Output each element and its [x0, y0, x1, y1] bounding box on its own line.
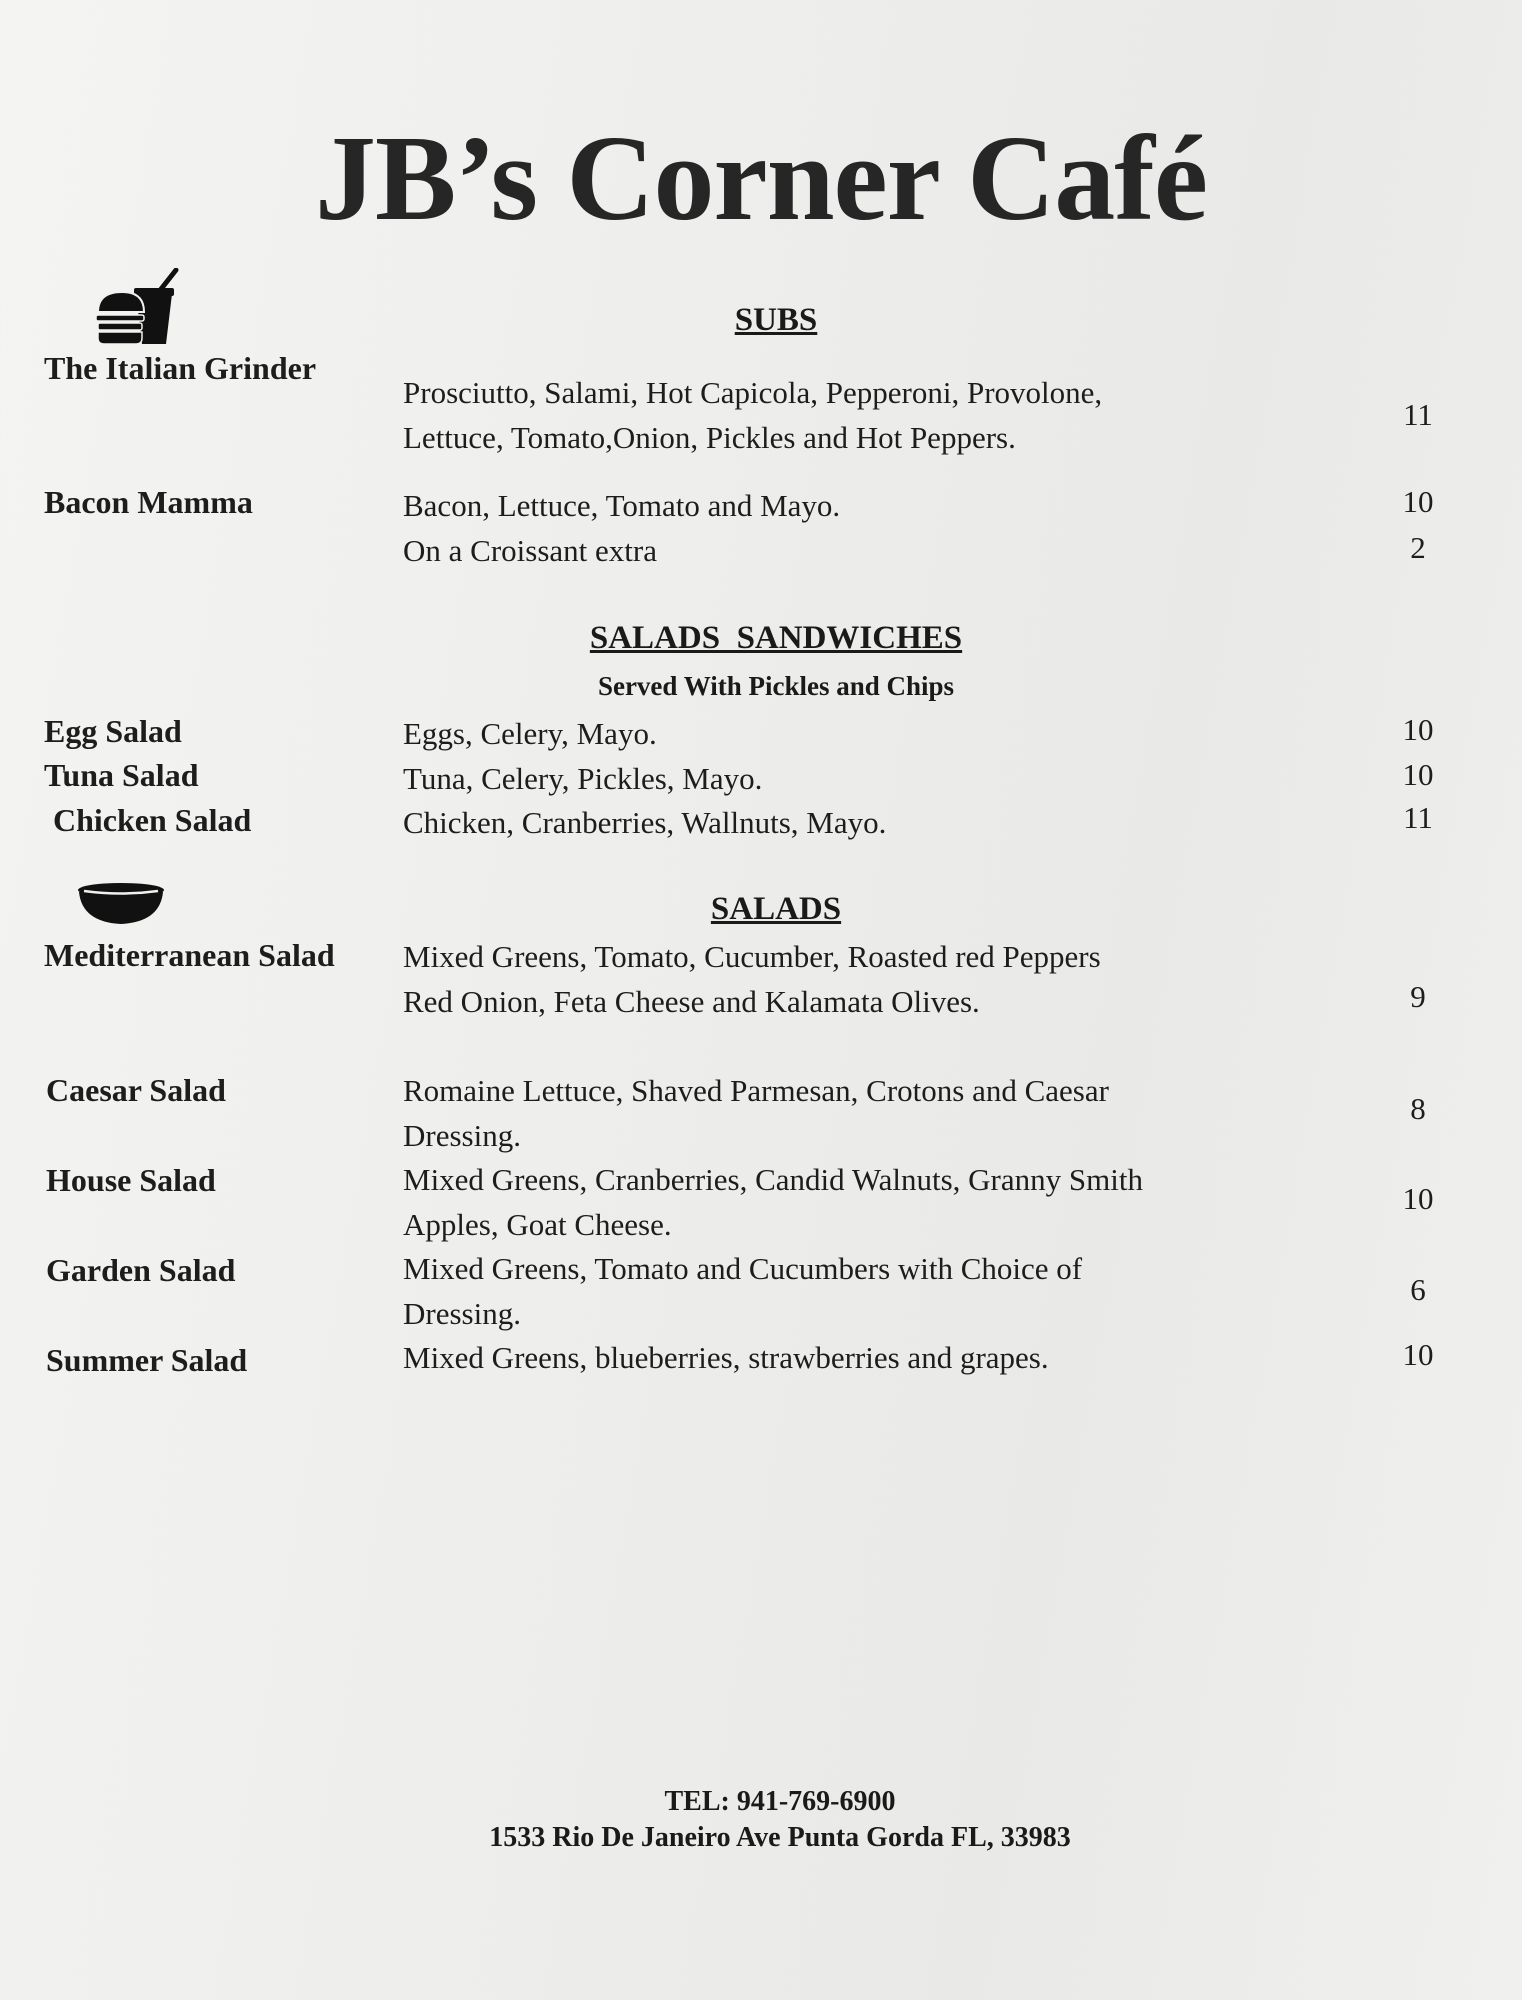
item-description: [403, 370, 1303, 460]
desc-line: On a Croissant extra: [403, 533, 657, 568]
desc-line: Dressing.: [403, 1296, 521, 1331]
item-name: House Salad: [46, 1162, 216, 1198]
item-price: 10: [1402, 1337, 1434, 1372]
footer-phone: TEL: 941-769-6900: [664, 1786, 896, 1817]
item-price: 11: [1403, 397, 1433, 432]
item-price: 10: [1402, 484, 1434, 519]
desc-line: Mixed Greens, blueberries, strawberries and grapes.: [403, 1340, 1049, 1375]
item-price: 10: [1402, 757, 1434, 792]
item-name: Tuna Salad: [44, 757, 199, 793]
desc-line: Lettuce, Tomato,Onion, Pickles and Hot Peppers.: [403, 420, 1016, 455]
desc-line: Mixed Greens, Cranberries, Candid Walnuts, Granny Smith: [403, 1162, 1143, 1197]
desc-line: Prosciutto, Salami, Hot Capicola, Pepperoni, Provolone,: [403, 375, 1103, 410]
item-description: Eggs, Celery, Mayo.: [403, 716, 657, 751]
section-heading-subs: SUBS: [734, 302, 818, 338]
desc-line: Red Onion, Feta Cheese and Kalamata Olives.: [403, 984, 980, 1019]
item-price: 9: [1410, 979, 1426, 1014]
desc-line: Bacon, Lettuce, Tomato and Mayo.: [403, 488, 841, 523]
section-heading-salad-sandwiches: SALADS SANDWICHES: [589, 620, 963, 656]
item-price: 10: [1402, 1181, 1434, 1216]
item-name: Summer Salad: [46, 1342, 248, 1378]
desc-line: Mixed Greens, Tomato and Cucumbers with Choice of: [403, 1251, 1083, 1286]
item-price: 11: [1403, 800, 1433, 835]
item-name: Caesar Salad: [46, 1072, 226, 1108]
item-name: The Italian Grinder: [44, 350, 317, 386]
item-name: Egg Salad: [44, 713, 182, 749]
extra-price: 2: [1410, 530, 1426, 565]
desc-line: Mixed Greens, Tomato, Cucumber, Roasted red Peppers: [403, 939, 1101, 974]
item-price: 10: [1402, 712, 1434, 747]
item-description: Chicken, Cranberries, Wallnuts, Mayo.: [403, 805, 887, 840]
item-name: Chicken Salad: [53, 802, 252, 838]
desc-line: Apples, Goat Cheese.: [403, 1207, 672, 1242]
item-description: [403, 1157, 1303, 1247]
desc-line: Dressing.: [403, 1118, 521, 1153]
item-description: [403, 483, 1303, 573]
item-description: [403, 1246, 1303, 1336]
item-price: 8: [1410, 1091, 1426, 1126]
item-description: [403, 1335, 1303, 1380]
footer-address: 1533 Rio De Janeiro Ave Punta Gorda FL, 33983: [489, 1822, 1071, 1853]
item-name: Bacon Mamma: [44, 484, 253, 520]
item-description: Tuna, Celery, Pickles, Mayo.: [403, 761, 763, 796]
cafe-title: JB’s Corner Café: [314, 111, 1208, 246]
desc-line: Romaine Lettuce, Shaved Parmesan, Crotons and Caesar: [403, 1073, 1109, 1108]
section-heading-salads: SALADS: [710, 891, 842, 927]
item-description: [403, 934, 1303, 1024]
item-price: 6: [1410, 1272, 1426, 1307]
section-subheading: Served With Pickles and Chips: [597, 671, 955, 701]
item-description: [403, 1068, 1303, 1158]
item-name: Garden Salad: [46, 1252, 236, 1288]
item-name: Mediterranean Salad: [44, 937, 335, 973]
